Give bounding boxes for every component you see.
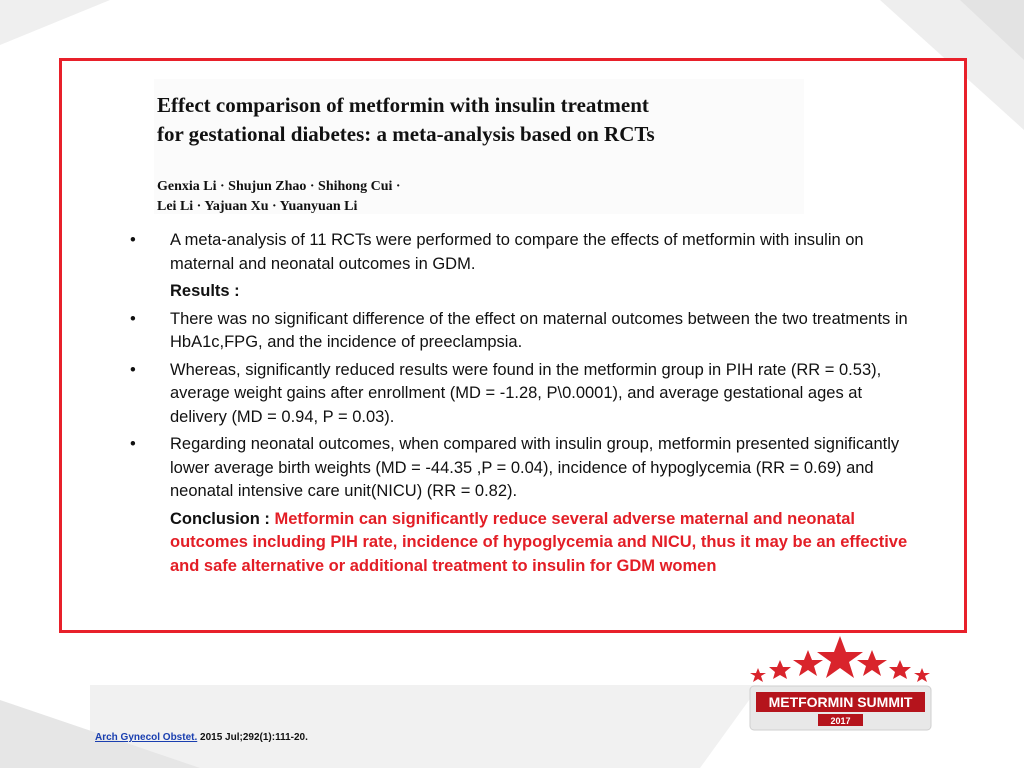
paper-header [154, 79, 804, 214]
bullet: • [130, 435, 136, 453]
logo-year: 2017 [830, 716, 851, 726]
citation-footer [95, 732, 308, 743]
results-heading-row [122, 280, 912, 304]
conclusion-label: Conclusion : [170, 509, 275, 528]
item-text-reduced: Whereas, significantly reduced results were found in the metformin group in PIH rate (RR = 0.53), average weight gains after enrollment (MD = -1.28, P\0.0001), and average gestational ages at delivery (MD = 0.94, P = 0.03). [170, 360, 882, 426]
conclusion [122, 508, 912, 579]
paper-title-line1: Effect comparison of metformin with insulin treatment [157, 93, 649, 117]
item-text-maternal: There was no significant difference of the effect on maternal outcomes between the two treatments in HbA1c,FPG, and the incidence of preeclampsia. [170, 309, 908, 351]
bullet: • [130, 231, 136, 249]
item-text-methods: A meta-analysis of 11 RCTs were performed to compare the effects of metformin with insulin on maternal and neonatal outcomes in GDM. [170, 231, 864, 273]
paper-title-line2: for gestational diabetes: a meta-analysis based on RCTs [157, 122, 655, 146]
paper-authors-line2: Lei Li · Yajuan Xu · Yuanyuan Li [157, 199, 358, 214]
metformin-summit-logo [748, 634, 933, 734]
top-left-decoration [0, 0, 120, 60]
stars-icon [750, 636, 930, 682]
paper-authors-line1: Genxia Li · Shujun Zhao · Shihong Cui · [157, 179, 401, 194]
list-item [122, 308, 912, 355]
summary-content [122, 229, 912, 582]
list-item [122, 229, 912, 276]
results-label: Results : [170, 282, 240, 300]
bullet: • [130, 309, 136, 328]
paper-authors [157, 177, 401, 217]
content-frame [59, 58, 967, 633]
paper-title [157, 91, 655, 149]
bullet: • [130, 360, 136, 379]
journal-link[interactable]: Arch Gynecol Obstet. [95, 732, 198, 743]
logo-word: METFORMIN SUMMIT [768, 694, 913, 710]
conclusion-text: Metformin can significantly reduce several adverse maternal and neonatal outcomes including PIH rate, incidence of hypoglycemia and NICU, thus it may be an effective and safe alternative or additional treatment to insulin for GDM women [170, 509, 908, 575]
list-item [122, 359, 912, 430]
item-text-neonatal: Regarding neonatal outcomes, when compared with insulin group, metformin presented significantly lower average birth weights (MD = -44.35 ,P = 0.04), incidence of hypoglycemia (RR = 0.69) and neonatal intensive care unit(NICU) (RR = 0.82). [170, 435, 900, 500]
list-item [122, 433, 912, 504]
citation-text: 2015 Jul;292(1):111-20. [197, 732, 308, 743]
